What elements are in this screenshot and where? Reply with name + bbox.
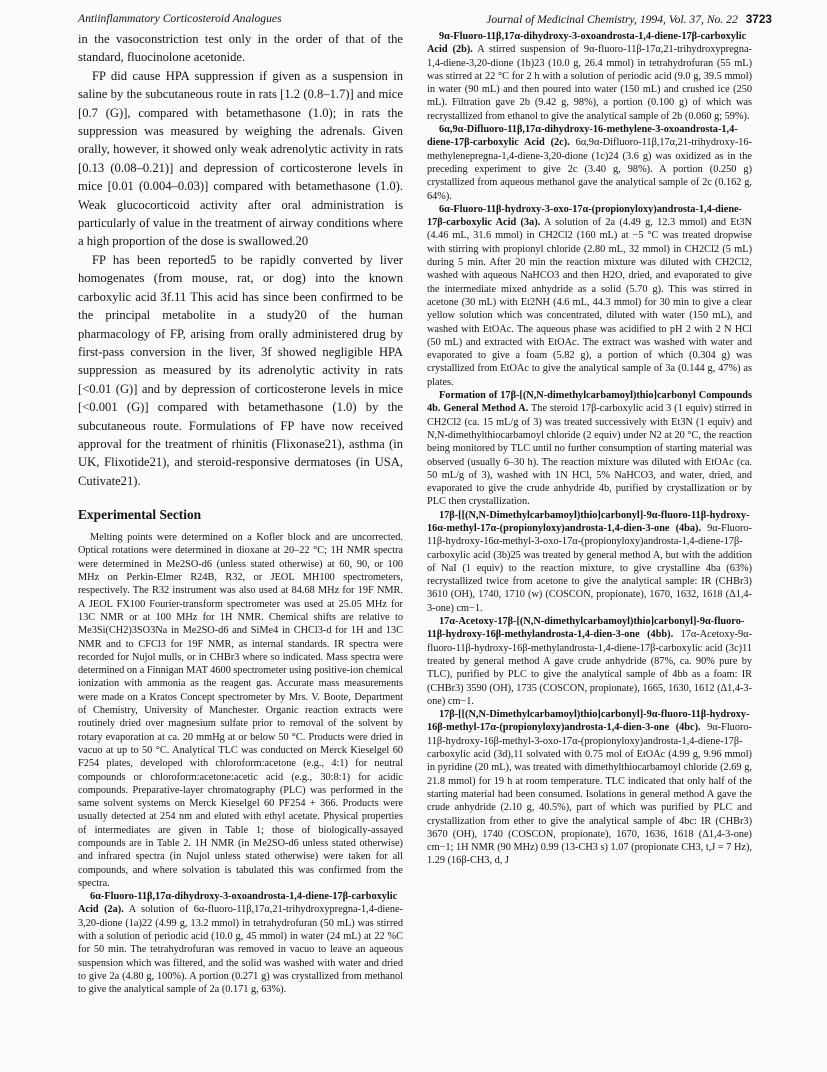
compound-title-4bb: 17α-Acetoxy-17β-[(N,N-dimethylcarbamoyl)thio]carbonyl]-9α-fluoro-11β-hydroxy-16β-methylandrosta-1,4-dien-3-one (4bb). <box>427 616 745 641</box>
paragraph-metabolite: FP has been reported5 to be rapidly converted by liver homogenates (from mouse, rat, or dog) into the known carboxylic acid 3f.11 This acid has since been confirmed to be the principal metabolite in a study20 of the human pharmacology of FP, arising from orally administered drug by first-pass conversion in the liver, 3f showed negligible HPA suppression as measured by its adrenolytic activity in rats [<0.01 (G)] and by depression of corticosterone levels in mice [<0.001 (G)] compared with betamethasone (1.0) by the subcutaneous route. Formulations of FP have now received approval for the treatment of rhinitis (Flixonase21), asthma (in UK, Flixotide21), and steroid-responsive dermatoses (in USA, Cutivate21). <box>78 252 403 488</box>
compound-title-4bc: 17β-[[(N,N-Dimethylcarbamoyl)thio]carbonyl]-9α-fluoro-11β-hydroxy-16β-methyl-17α-(propionyloxy)androsta-1,4-dien-3-one (4bc). <box>427 709 750 734</box>
paragraph-general-methods: Melting points were determined on a Kofler block and are uncorrected. Optical rotations were determined in dioxane at 20–22 °C; 1H NMR spectra were determined in Me2SO-d6 (unless stated otherwise) at 60, 90, or 100 MHz on Perkin-Elmer R24B, R32, or JEOL MH100 spectrometers, respectively. The R32 instrument was also used at 84.68 MHz for 19F NMR. A JEOL FX100 Fourier-transform spectrometer was used at 25.05 MHz for 13C NMR or at 100 MHz for 1H NMR. Chemical shifts are relative to Me3Si(CH2)3SO3Na in Me2SO-d6 and SiMe4 in CHCl3-d for 1H and 13C NMR and to CFCl3 for 19F NMR, as internal standards. IR spectra were recorded for Nujol mulls, or in CHBr3 where so indicated. Mass spectra were determined on a Finnigan MAT 4600 spectrometer using positive-ion chemical ionization with ammonia as the reagent gas. Accurate mass measurements were made on a Kratos Concept spectrometer by Mrs. V. Boote, Department of Chemistry, University of Manchester. Organic reaction extracts were routinely dried over magnesium sulfate prior to removal of the solvent by rotary evaporation at ca. 20 mmHg at or below 50 °C. Products were dried in vacuo at up to 50 °C. Analytical TLC was conducted on Merck Kieselgel 60 F254 plates, developed with chloroform:acetone (e.g., 4:1) for neutral compounds or chloroform:acetone:acetic acid (e.g., 30:8:1) for acidic compounds. Preparative-layer chromatography (PLC) was performed in the same solvent systems on Merck Kieselgel 60 PF254 + 366. Products were usually detected at 254 nm and eluted with ethyl acetate. Physical properties of intermediates are given in Table 1; those of biologically-assayed compounds are in Table 2. 1H NMR (in Me2SO-d6 unless stated otherwise) and infrared spectra (in Nujol unless stated otherwise) were taken for all compounds, and where solvation is tabulated this was confirmed from the spectra. <box>78 532 403 889</box>
procedure-body-4bb: 17α-Acetoxy-9α-fluoro-11β-hydroxy-16β-methylandrosta-1,4-diene-17β-carboxylic acid (3c)11 treated by general method A gave crude anhydride (87%, ca. 90% pure by TLC), purified by PLC to give the analytical sample of 4bb as a foam: IR (CHBr3) 3590 (OH), 1735 (COSCON, propionate), 1665, 1630, 1612 (Δ1,4-3-one) cm−1. <box>427 629 752 707</box>
article-short-title: Antiinflammatory Corticosteroid Analogues <box>78 12 282 25</box>
procedure-2a <box>78 890 403 996</box>
compound-title-2a: 6α-Fluoro-11β,17α-dihydroxy-3-oxoandrosta-1,4-diene-17β-carboxylic Acid (2a). <box>78 891 398 916</box>
procedure-body-4bc: 9α-Fluoro-11β-hydroxy-16β-methyl-3-oxo-17α-(propionyloxy)androsta-1,4-diene-17β-carboxylic acid (3d),11 solvated with 0.75 mol of EtOAc (4.99 g, 9.96 mmol) in pyridine (20 mL), was treated with dimethylthiocarbamoyl chloride (2.69 g, 21.8 mmol) for 19 h at room temperature. TLC indicated that only half of the starting material had been consumed. Isolations in general method A gave the crude anhydride (2.10 g, 40.5%), part of which was purified by PLC and crystallization from ether to give the analytical sample of 4bc: IR (CHBr3) 3670 (OH), 1740 (COSCON, propionate), 1670, 1636, 1618 (Δ1,4-3-one) cm−1; 1H NMR (90 MHz) 0.99 (13-CH3 s) 1.07 (propionate CH3, t,J = 7 Hz), 1.29 (16β-CH3, d, J <box>427 722 752 867</box>
procedure-body-3a: A solution of 2a (4.49 g, 12.3 mmol) and Et3N (4.46 mL, 31.6 mmol) in CH2Cl2 (160 mL) at −5 °C was treated dropwise with stirring with propionyl chloride (2.80 mL, 32 mmol) in CH2Cl2 (5 mL) during 5 min. After 20 min the reaction mixture was diluted with CH2Cl2, washed with aqueous NaHCO3 and then H2O, dried, and evaporated to give the intermediate mixed anhydride as a solid (5.70 g). This was stirred in acetone (30 mL) with Et2NH (4.6 mL, 44.3 mmol) for 30 min to give a clear yellow solution which was concentrated, diluted with water (150 mL), and washed with EtOAc. The aqueous phase was acidified to pH 2 with 2 N HCl (50 mL) and extracted with EtOAc. The extract was washed with water and evaporated to give a foam (5.82 g), a portion of which (0.304 g) was crystallized from EtOAc to give the analytical sample of 3a (0.144 g, 47%) as plates. <box>427 217 752 388</box>
procedure-body-2c: 6α,9α-Difluoro-11β,17α,21-trihydroxy-16-methylenepregna-1,4-diene-3,20-dione (1c)24 (3.6 g) was oxidized as in the preceding experiment to give 2c (3.40 g, 98%). A portion (0.250 g) crystallized from aqueous methanol gave the analytical sample of 2c (0.162 g, 64%). <box>427 137 752 202</box>
journal-citation <box>486 12 772 26</box>
compound-title-4ba: 17β-[[(N,N-Dimethylcarbamoyl)thio]carbonyl]-9α-fluoro-11β-hydroxy-16α-methyl-17α-(propionyloxy)androsta-1,4-dien-3-one (4ba). <box>427 509 750 534</box>
procedure-2c <box>427 123 752 203</box>
procedure-4ba <box>427 509 752 615</box>
procedure-body-general-method-a: The steroid 17β-carboxylic acid 3 (1 equiv) stirred in CH2Cl2 (ca. 15 mL/g of 3) was treated successively with Et3N (1 equiv) and N,N-dimethylthiocarbamoyl chloride (2 equiv) under N2 at 20 °C, the reaction being monitored by TLC until no further consumption of starting material was observed (usually 6–30 h). The reaction mixture was diluted with EtOAc (ca. 50 mL/g of 3), washed with 1N HCl, 5% NaHCO3, and water, dried, and evaporated to give the crude anhydride 4b, purified by crystallization or by PLC then crystallization. <box>427 403 752 508</box>
paragraph-hpa-suppression: FP did cause HPA suppression if given as a suspension in saline by the subcutaneous route in rats [1.2 (0.8–1.7)] and mice [0.7 (G)], compared with betamethasone (1.0); in rats the suppression was measured by weighing the adrenals. Given orally, however, it showed only weak adrenolytic activity in rats [0.13 (0.08–0.21)] and depression of corticosterone levels in mice [0.01 (0.004–0.03)] compared with betamethasone (1.0). Weak glucocorticoid activity after oral administration is particularly of value in the treatment of airway conditions where a high proportion of the dose is swallowed.20 <box>78 68 403 249</box>
section-heading-experimental: Experimental Section <box>78 507 202 523</box>
procedure-2b <box>427 30 752 123</box>
compound-title-2c: 6α,9α-Difluoro-11β,17α-dihydroxy-16-methylene-3-oxoandrosta-1,4-diene-17β-carboxylic Acid (2c). <box>427 124 738 149</box>
procedure-3a <box>427 203 752 389</box>
compound-title-general-method-a: Formation of 17β-[(N,N-dimethylcarbamoyl)thio]carbonyl Compounds 4b. General Method A. <box>427 390 752 415</box>
running-header <box>78 10 772 30</box>
left-column <box>78 30 403 1066</box>
procedure-general-method-a <box>427 389 752 509</box>
journal-name: Journal of Medicinal Chemistry, 1994, Vol. 37, No. 22 <box>486 13 738 26</box>
compound-title-2b: 9α-Fluoro-11β,17α-dihydroxy-3-oxoandrosta-1,4-diene-17β-carboxylic Acid (2b). <box>427 31 747 56</box>
compound-title-3a: 6α-Fluoro-11β-hydroxy-3-oxo-17α-(propionyloxy)androsta-1,4-diene-17β-carboxylic Acid (3a). <box>427 203 743 229</box>
right-column <box>427 30 752 1066</box>
procedure-4bc <box>427 708 752 868</box>
paragraph-vasoconstriction: in the vasoconstriction test only in the order of that of the standard, fluocinolone acetonide. <box>78 32 403 65</box>
page-number: 3723 <box>745 12 772 26</box>
procedure-4bb <box>427 615 752 708</box>
procedure-body-4ba: 9α-Fluoro-11β-hydroxy-16α-methyl-3-oxo-17α-(propionyloxy)androsta-1,4-diene-17β-carboxylic acid (3b)25 was treated by general method A, but with the addition of NaI (1 equiv) to the reaction mixture, to give crystalline 4ba (63%) recrystallized twice from acetone to give the analytical sample: IR (CHBr3) 3610 (OH), 1740, 1710 (w) (COSCON, propionate), 1670, 1632, 1618 (Δ1,4-3-one) cm−1. <box>427 522 752 614</box>
procedure-body-2b: A stirred suspension of 9α-fluoro-11β-17α,21-trihydroxypregna-1,4-diene-3,20-dione (1b)23 (10.0 g, 26.4 mmol) in tetrahydrofuran (55 mL) was stirred at 22 °C for 2 h with a solution of periodic acid (9.0 g, 39.5 mmol) in water (90 mL) and then poured into water (150 mL) and crushed ice (250 mL). Filtration gave 2b (9.42 g, 98%), a portion (0.100 g) of which was recrystallized from ethanol to give the analytical sample of 2b (0.060 g; 59%). <box>427 44 752 122</box>
procedure-body-2a: A solution of 6α-fluoro-11β,17α,21-trihydroxypregna-1,4-diene-3,20-dione (1a)22 (4.99 g, 13.2 mmol) in tetrahydrofuran (50 mL) was stirred with a solution of periodic acid (10.0 g, 45 mmol) in water (24 mL) at 22 %C for 50 min. The tetrahydrofuran was removed in vacuo to leave an aqueous suspension which was filtered, and the solid was washed with water and dried to give 2a (4.80 g, 100%). A portion (0.271 g) was crystallized from methanol to give the analytical sample of 2a (0.171 g, 63%). <box>78 904 403 996</box>
